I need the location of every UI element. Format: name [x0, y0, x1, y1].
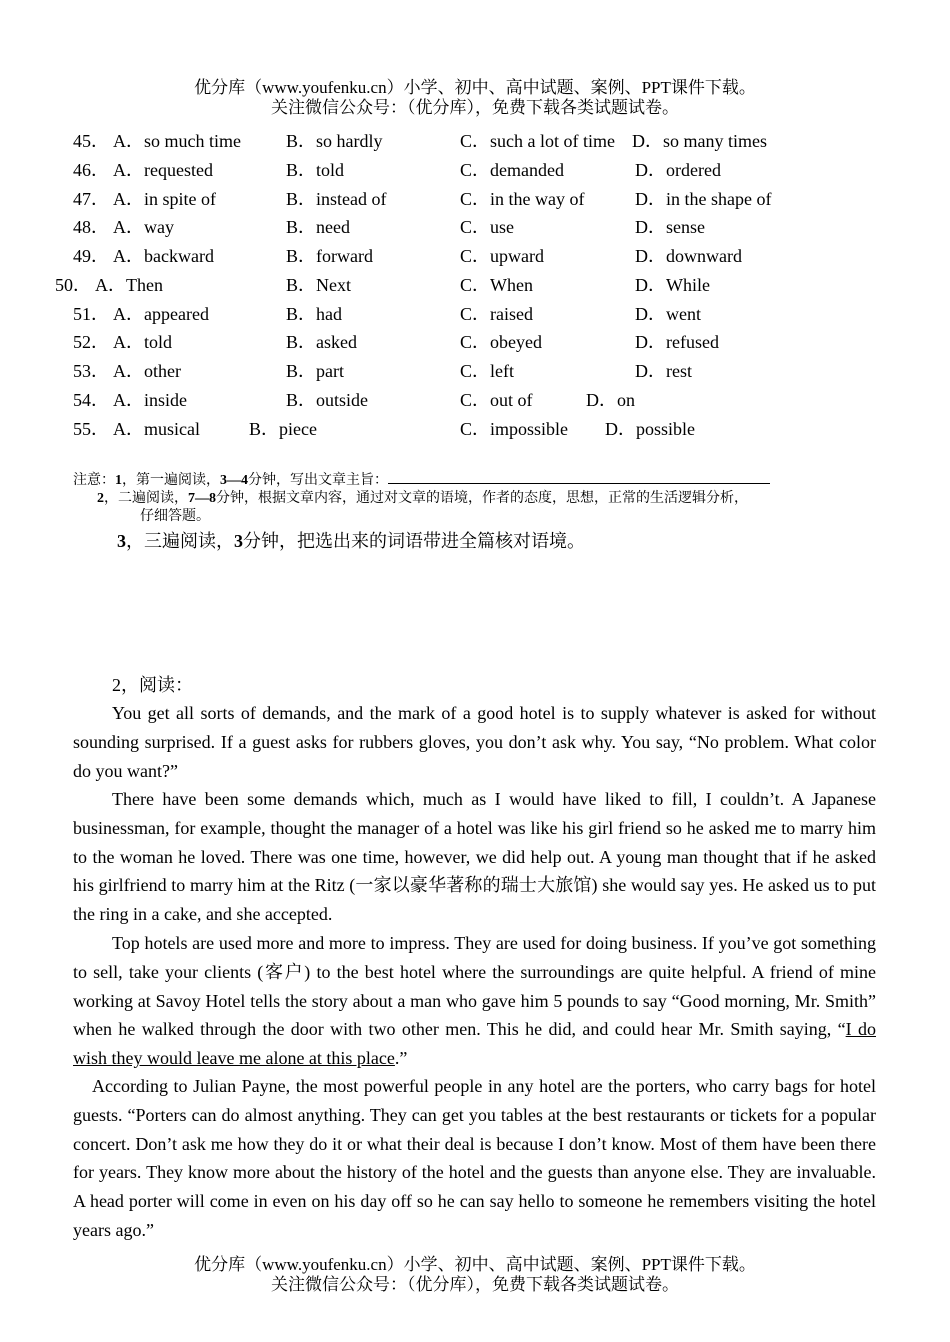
note-prefix: 注意： [73, 473, 115, 488]
option-c: C．When [460, 275, 533, 295]
footer-line-1: 优分库（www.youfenku.cn）小学、初中、高中试题、案例、PPT课件下载。 [194, 1255, 756, 1274]
reading-paragraph-3 [73, 929, 876, 1073]
question-number: 54． [73, 390, 109, 410]
note-text: 分钟，把选出来的词语带进全篇核对语境。 [243, 531, 585, 551]
option-d: D．refused [635, 332, 719, 352]
option-a: A．so much time [113, 131, 241, 151]
note-time: 3 [234, 531, 243, 551]
option-a: A．in spite of [113, 189, 216, 209]
option-d: D．rest [635, 361, 692, 381]
option-a: A．told [113, 332, 173, 352]
option-d: D．went [635, 304, 701, 324]
option-c: C．use [460, 217, 514, 237]
option-d: D．sense [635, 217, 705, 237]
paragraph-text: .” [394, 1048, 408, 1069]
footer-line-2: 关注微信公众号：（优分库），免费下载各类试题试卷。 [271, 1275, 679, 1294]
option-d: D．so many times [632, 131, 767, 151]
option-b: B．part [286, 361, 344, 381]
reading-paragraph-4: According to Julian Payne, the most powerful people in any hotel are the porters, who carry bags for hotel guests. “Porters can do almost anything. They can get you tables at the best restaurants or tickets for a popular concert. Don’t ask me how they do it or what their deal is because I don’t know. Most of them have been there for years. They know more about the history of the hotel and the guests than anyone else. They are invaluable. A head porter will come in even on his day off so he can say hello to someone he remembers visiting the hotel years ago.” [73, 1076, 876, 1240]
note-text: ，三遍阅读， [126, 531, 234, 551]
note-line-2-cont: 仔细答题。 [140, 509, 210, 524]
note-number: 3 [117, 531, 126, 551]
option-c: C．in the way of [460, 189, 585, 209]
option-c: C．impossible [460, 419, 569, 439]
option-c: C．raised [460, 304, 533, 324]
option-b: B．outside [286, 390, 369, 410]
option-a: A．other [113, 361, 181, 381]
note-time: 7—8 [188, 491, 216, 506]
option-b: B．Next [286, 275, 351, 295]
note-text: 分钟，根据文章内容，通过对文章的语境，作者的态度，思想，正常的生活逻辑分析， [216, 491, 748, 506]
option-c: C．demanded [460, 160, 564, 180]
option-a: A．Then [95, 275, 163, 295]
option-d: D．ordered [635, 160, 721, 180]
question-number: 46． [73, 160, 109, 180]
question-number: 55． [73, 419, 109, 439]
option-c: C．left [460, 361, 514, 381]
option-c: C．out of [460, 390, 533, 410]
option-a: A．musical [113, 419, 200, 439]
option-d: D．possible [605, 419, 695, 439]
reading-paragraph-2: There have been some demands which, much as I would have liked to fill, I couldn’t. A Japanese businessman, for example, thought the manager of a hotel was like his girl friend so he asked me to marry him to the woman he loved. There was one time, however, we did help out. A young man thought that if he asked his girlfriend to marry him at the Ritz (一家以豪华著称的瑞士大旅馆) she would say yes. He asked us to put the ring in a cake, and she accepted. [73, 789, 876, 925]
option-b: B．piece [249, 419, 317, 439]
option-b: B．need [286, 217, 350, 237]
note-number: 1 [115, 473, 122, 488]
note-text: ，第一遍阅读， [122, 473, 220, 488]
question-number: 48． [73, 217, 109, 237]
reading-paragraph-1: You get all sorts of demands, and the mark of a good hotel is to supply whatever is asked for without sounding surprised. If a guest asks for rubbers gloves, you don’t ask why. You say, “No problem. What color do you want?” [73, 703, 876, 781]
option-b: B．asked [286, 332, 357, 352]
question-number: 52． [73, 332, 109, 352]
option-d: D．downward [635, 246, 742, 266]
answer-blank[interactable] [388, 471, 770, 484]
option-b: B．instead of [286, 189, 387, 209]
reading-heading: 2，阅读： [112, 675, 193, 695]
option-d: D．While [635, 275, 710, 295]
question-number: 50． [55, 275, 91, 295]
option-a: A．backward [113, 246, 214, 266]
note-number: 2 [97, 491, 104, 506]
question-number: 53． [73, 361, 109, 381]
question-number: 49． [73, 246, 109, 266]
note-line-1 [73, 471, 770, 490]
question-number: 47． [73, 189, 109, 209]
option-a: A．appeared [113, 304, 209, 324]
paragraph-text: Top hotels are used more and more to impress. They are used for doing business. If you’ve got something to sell, take your clients (客户) to the best hotel where the surroundings are quite helpful. A friend of mine working at Savoy Hotel tells the story about a man who gave him 5 pounds to say “Good morning, Mr. Smith” when he walked through the door with two other men. This he did, and could hear Mr. Smith saying, “ [73, 933, 876, 1040]
question-number: 45． [73, 131, 109, 151]
option-c: C．such a lot of time [460, 131, 615, 151]
note-line-3 [117, 530, 585, 552]
underlined-sentence: I do wish they would leave me alone at this place [73, 1019, 876, 1069]
option-b: B．told [286, 160, 345, 180]
option-d: D．on [586, 390, 635, 410]
option-c: C．obeyed [460, 332, 542, 352]
option-a: A．requested [113, 160, 213, 180]
option-a: A．way [113, 217, 174, 237]
header-line-1: 优分库（www.youfenku.cn）小学、初中、高中试题、案例、PPT课件下载。 [194, 78, 756, 97]
note-text: ，二遍阅读， [104, 491, 188, 506]
header-line-2: 关注微信公众号：（优分库），免费下载各类试题试卷。 [271, 98, 679, 117]
option-b: B．forward [286, 246, 373, 266]
option-d: D．in the shape of [635, 189, 772, 209]
note-text: 分钟，写出文章主旨： [248, 473, 388, 488]
note-line-2 [97, 490, 748, 508]
option-a: A．inside [113, 390, 187, 410]
option-b: B．had [286, 304, 342, 324]
question-number: 51． [73, 304, 109, 324]
option-b: B．so hardly [286, 131, 383, 151]
note-time: 3—4 [220, 473, 248, 488]
option-c: C．upward [460, 246, 544, 266]
